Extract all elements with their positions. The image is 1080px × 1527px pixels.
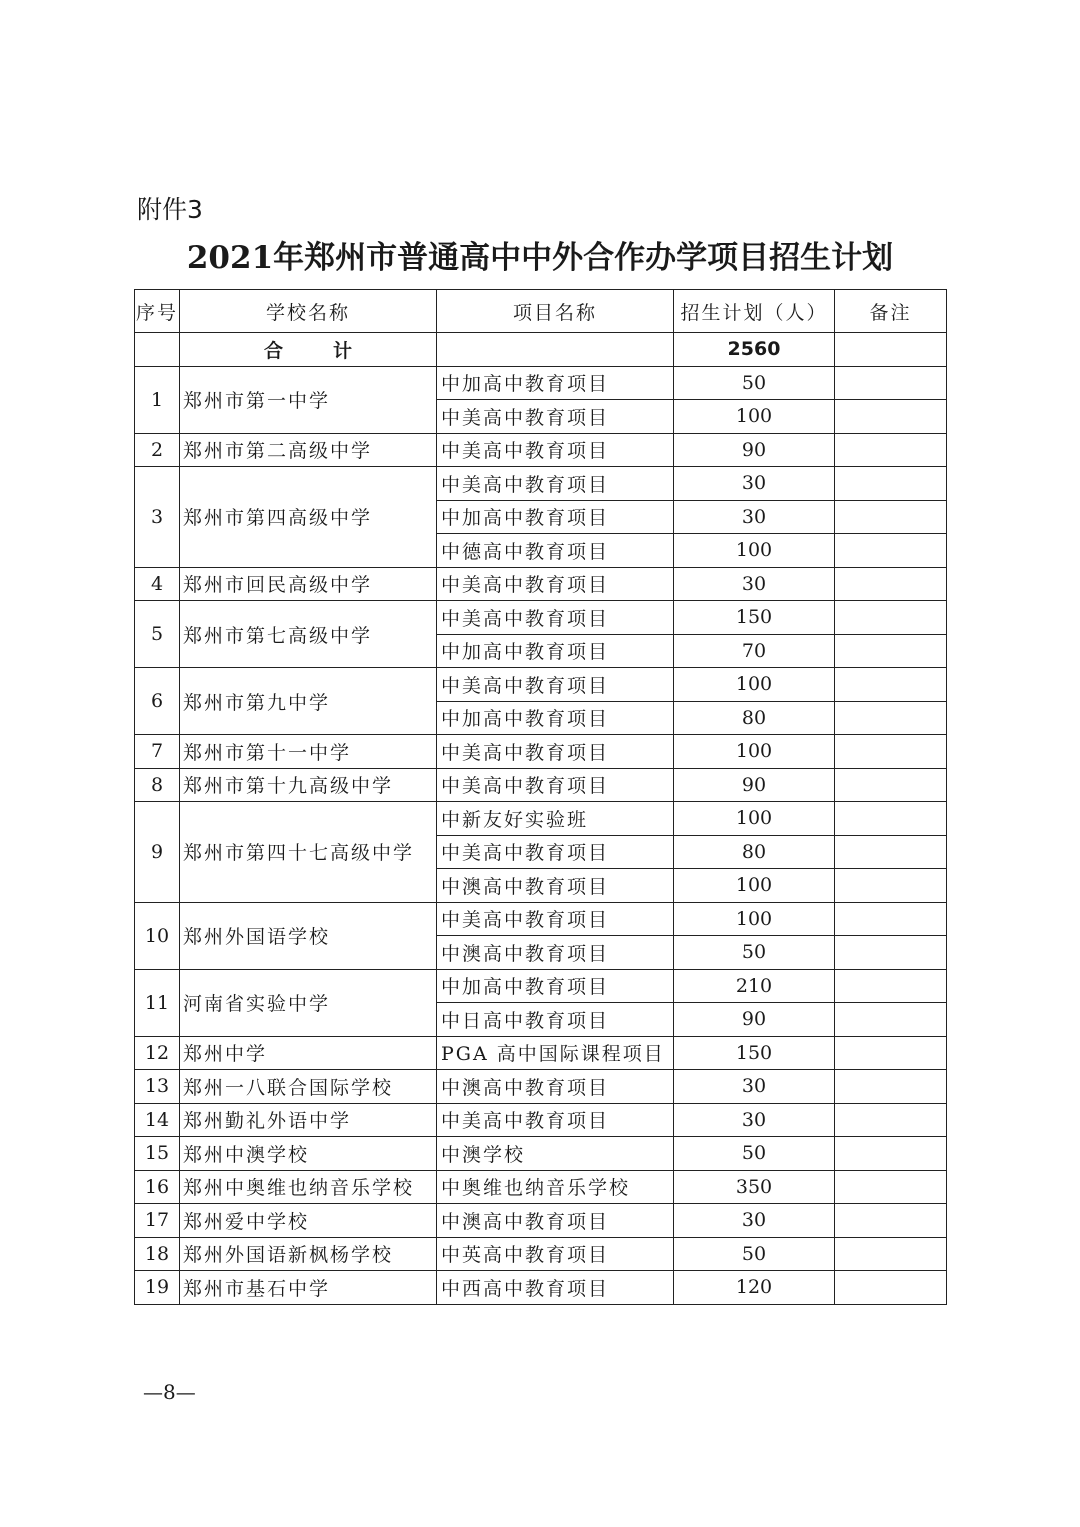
school-name: 郑州中澳学校	[180, 1137, 437, 1171]
total-remarks-cell	[835, 333, 947, 367]
row-number: 6	[135, 668, 180, 735]
school-name: 郑州勤礼外语中学	[180, 1103, 437, 1137]
school-name: 郑州市第四十七高级中学	[180, 802, 437, 903]
remarks-cell	[835, 601, 947, 635]
plan-count: 210	[674, 969, 835, 1003]
remarks-cell	[835, 735, 947, 769]
project-name: 中美高中教育项目	[437, 668, 674, 702]
header-no: 序号	[135, 290, 180, 333]
total-project-cell	[437, 333, 674, 367]
project-name: 中美高中教育项目	[437, 467, 674, 501]
project-name: 中美高中教育项目	[437, 735, 674, 769]
project-name: 中澳高中教育项目	[437, 1204, 674, 1238]
remarks-cell	[835, 936, 947, 970]
row-number: 7	[135, 735, 180, 769]
row-number: 10	[135, 902, 180, 969]
project-name: 中新友好实验班	[437, 802, 674, 836]
school-name: 河南省实验中学	[180, 969, 437, 1036]
table-row	[135, 366, 947, 400]
school-name: 郑州爱中学校	[180, 1204, 437, 1238]
row-number: 11	[135, 969, 180, 1036]
project-name: 中澳高中教育项目	[437, 936, 674, 970]
plan-count: 90	[674, 433, 835, 467]
table-row	[135, 902, 947, 936]
plan-count: 100	[674, 668, 835, 702]
total-row	[135, 333, 947, 367]
row-number: 15	[135, 1137, 180, 1171]
table-header-row	[135, 290, 947, 333]
document-title: 2021年郑州市普通高中中外合作办学项目招生计划	[186, 240, 894, 276]
school-name: 郑州市基石中学	[180, 1271, 437, 1305]
plan-count: 120	[674, 1271, 835, 1305]
table-row	[135, 768, 947, 802]
plan-count: 90	[674, 768, 835, 802]
school-name: 郑州外国语新枫杨学校	[180, 1237, 437, 1271]
school-name: 郑州一八联合国际学校	[180, 1070, 437, 1104]
plan-count: 100	[674, 735, 835, 769]
remarks-cell	[835, 1271, 947, 1305]
plan-count: 50	[674, 366, 835, 400]
plan-count: 50	[674, 1237, 835, 1271]
total-label-b: 计	[333, 339, 353, 362]
remarks-cell	[835, 802, 947, 836]
remarks-cell	[835, 400, 947, 434]
school-name: 郑州中奥维也纳音乐学校	[180, 1170, 437, 1204]
school-name: 郑州市第九中学	[180, 668, 437, 735]
plan-count: 100	[674, 869, 835, 903]
plan-count: 350	[674, 1170, 835, 1204]
remarks-cell	[835, 634, 947, 668]
remarks-cell	[835, 835, 947, 869]
row-number: 16	[135, 1170, 180, 1204]
row-number: 13	[135, 1070, 180, 1104]
enrollment-plan-table	[134, 289, 947, 1305]
remarks-cell	[835, 869, 947, 903]
project-name: 中加高中教育项目	[437, 701, 674, 735]
remarks-cell	[835, 1036, 947, 1070]
remarks-cell	[835, 668, 947, 702]
remarks-cell	[835, 969, 947, 1003]
remarks-cell	[835, 701, 947, 735]
plan-count: 30	[674, 567, 835, 601]
project-name: PGA 高中国际课程项目	[437, 1036, 674, 1070]
page-number: —8—	[143, 1380, 196, 1404]
project-name: 中澳高中教育项目	[437, 869, 674, 903]
plan-count: 50	[674, 1137, 835, 1171]
project-name: 中加高中教育项目	[437, 366, 674, 400]
table-row	[135, 1204, 947, 1238]
table-row	[135, 1271, 947, 1305]
project-name: 中日高中教育项目	[437, 1003, 674, 1037]
remarks-cell	[835, 1137, 947, 1171]
project-name: 中奥维也纳音乐学校	[437, 1170, 674, 1204]
school-name: 郑州市第七高级中学	[180, 601, 437, 668]
table-row	[135, 467, 947, 501]
total-label	[180, 333, 437, 367]
project-name: 中美高中教育项目	[437, 1103, 674, 1137]
total-label-a: 合	[263, 339, 283, 362]
remarks-cell	[835, 768, 947, 802]
remarks-cell	[835, 567, 947, 601]
row-number: 2	[135, 433, 180, 467]
plan-count: 90	[674, 1003, 835, 1037]
project-name: 中美高中教育项目	[437, 567, 674, 601]
table-row	[135, 802, 947, 836]
school-name: 郑州市第十九高级中学	[180, 768, 437, 802]
remarks-cell	[835, 534, 947, 568]
school-name: 郑州市回民高级中学	[180, 567, 437, 601]
plan-count: 100	[674, 902, 835, 936]
table-row	[135, 1137, 947, 1171]
row-number: 3	[135, 467, 180, 568]
plan-count: 30	[674, 1204, 835, 1238]
plan-count: 30	[674, 1103, 835, 1137]
row-number: 8	[135, 768, 180, 802]
project-name: 中西高中教育项目	[437, 1271, 674, 1305]
project-name: 中美高中教育项目	[437, 902, 674, 936]
plan-count: 150	[674, 1036, 835, 1070]
project-name: 中美高中教育项目	[437, 433, 674, 467]
table-row	[135, 735, 947, 769]
header-remarks: 备注	[835, 290, 947, 333]
plan-count: 30	[674, 500, 835, 534]
remarks-cell	[835, 500, 947, 534]
header-project: 项目名称	[437, 290, 674, 333]
remarks-cell	[835, 1170, 947, 1204]
plan-count: 150	[674, 601, 835, 635]
row-number: 1	[135, 366, 180, 433]
remarks-cell	[835, 1103, 947, 1137]
school-name: 郑州市第十一中学	[180, 735, 437, 769]
row-number: 4	[135, 567, 180, 601]
project-name: 中美高中教育项目	[437, 768, 674, 802]
project-name: 中加高中教育项目	[437, 634, 674, 668]
remarks-cell	[835, 1204, 947, 1238]
plan-count: 80	[674, 701, 835, 735]
row-number: 18	[135, 1237, 180, 1271]
row-number: 9	[135, 802, 180, 903]
plan-count: 80	[674, 835, 835, 869]
plan-count: 30	[674, 1070, 835, 1104]
row-number: 12	[135, 1036, 180, 1070]
remarks-cell	[835, 433, 947, 467]
table-row	[135, 1237, 947, 1271]
table-row	[135, 433, 947, 467]
plan-count: 100	[674, 534, 835, 568]
table-row	[135, 601, 947, 635]
remarks-cell	[835, 366, 947, 400]
project-name: 中美高中教育项目	[437, 835, 674, 869]
school-name: 郑州市第四高级中学	[180, 467, 437, 568]
plan-count: 100	[674, 802, 835, 836]
remarks-cell	[835, 902, 947, 936]
table-row	[135, 567, 947, 601]
plan-count: 30	[674, 467, 835, 501]
remarks-cell	[835, 467, 947, 501]
project-name: 中德高中教育项目	[437, 534, 674, 568]
remarks-cell	[835, 1003, 947, 1037]
header-plan: 招生计划（人）	[674, 290, 835, 333]
plan-count: 50	[674, 936, 835, 970]
project-name: 中美高中教育项目	[437, 601, 674, 635]
remarks-cell	[835, 1070, 947, 1104]
project-name: 中加高中教育项目	[437, 969, 674, 1003]
table-row	[135, 1103, 947, 1137]
plan-count: 100	[674, 400, 835, 434]
row-number: 19	[135, 1271, 180, 1305]
table-row	[135, 1070, 947, 1104]
row-number: 5	[135, 601, 180, 668]
school-name: 郑州市第一中学	[180, 366, 437, 433]
project-name: 中英高中教育项目	[437, 1237, 674, 1271]
project-name: 中澳高中教育项目	[437, 1070, 674, 1104]
attachment-label: 附件3	[137, 195, 203, 224]
school-name: 郑州外国语学校	[180, 902, 437, 969]
total-no-cell	[135, 333, 180, 367]
project-name: 中美高中教育项目	[437, 400, 674, 434]
table-row	[135, 1170, 947, 1204]
school-name: 郑州中学	[180, 1036, 437, 1070]
table-row	[135, 969, 947, 1003]
plan-count: 70	[674, 634, 835, 668]
school-name: 郑州市第二高级中学	[180, 433, 437, 467]
header-school: 学校名称	[180, 290, 437, 333]
project-name: 中澳学校	[437, 1137, 674, 1171]
total-value: 2560	[674, 333, 835, 367]
project-name: 中加高中教育项目	[437, 500, 674, 534]
table-row	[135, 668, 947, 702]
table-row	[135, 1036, 947, 1070]
row-number: 14	[135, 1103, 180, 1137]
row-number: 17	[135, 1204, 180, 1238]
remarks-cell	[835, 1237, 947, 1271]
